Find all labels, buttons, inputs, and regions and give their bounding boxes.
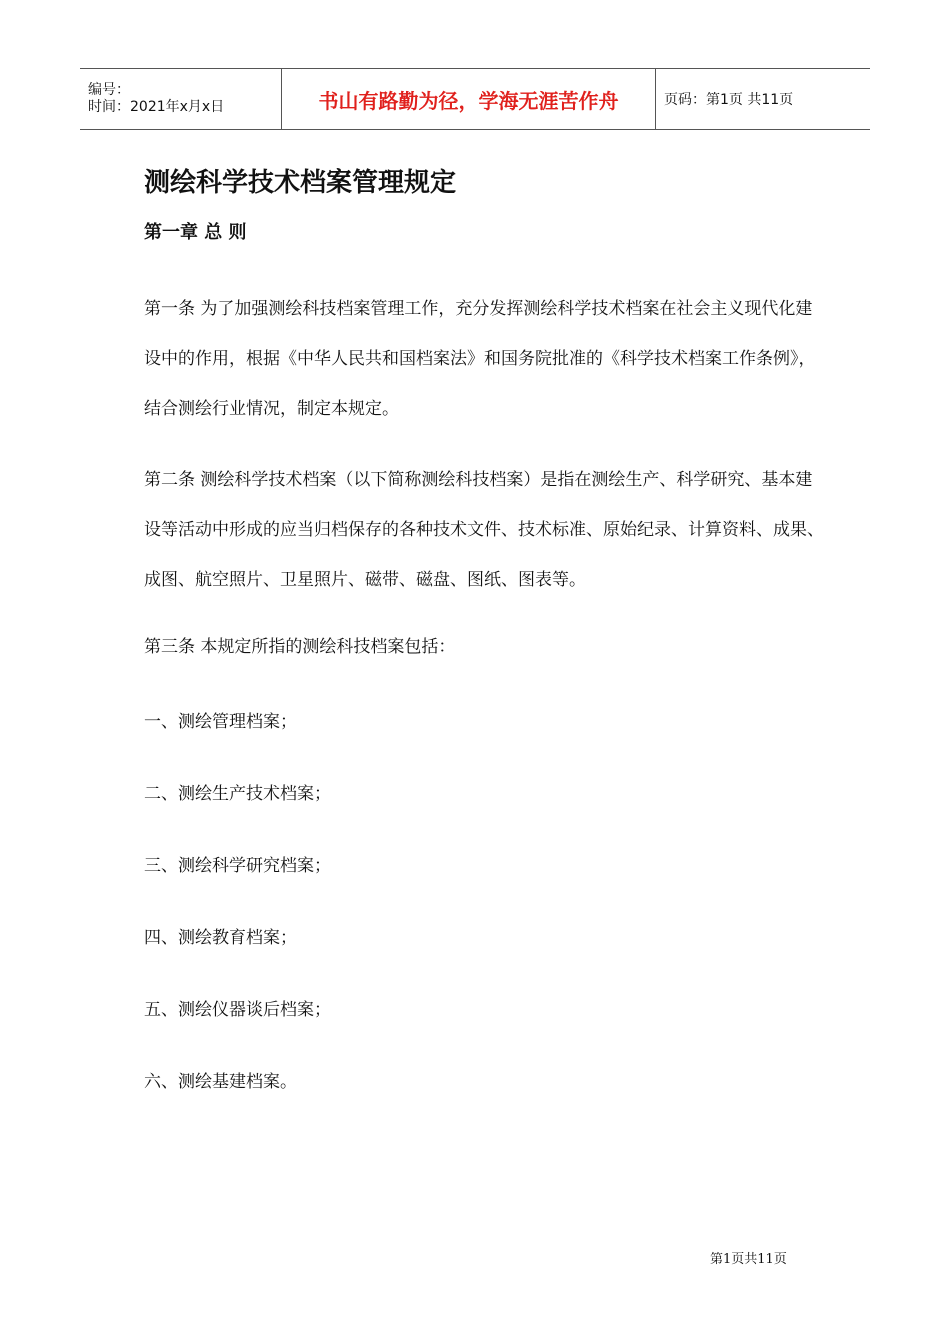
doc-number-label: 编号： [88,82,130,98]
header-meta [80,69,282,129]
list-item: 三、测绘科学研究档案； [144,856,331,876]
list-item: 四、测绘教育档案； [144,928,297,948]
chapter-heading: 第一章 总 则 [144,222,247,243]
article-3: 第三条 本规定所指的测绘科技档案包括： [144,637,456,657]
header-motto: 书山有路勤为径，学海无涯苦作舟 [282,69,656,129]
page-header [80,68,870,130]
article-2: 第二条 测绘科学技术档案（以下简称测绘科技档案）是指在测绘生产、科学研究、基本建设等活动中形成的应当归档保存的各种技术文件、技术标准、原始纪录、计算资料、成果、成图、航空照片、卫星照片、磁带、磁盘、图纸、图表等。 [144,470,824,590]
list-item: 六、测绘基建档案。 [144,1072,297,1092]
list-item: 一、测绘管理档案； [144,712,297,732]
page-footer: 第1页共11页 [710,1252,787,1267]
list-item: 五、测绘仪器谈后档案； [144,1000,331,1020]
article-1: 第一条 为了加强测绘科技档案管理工作，充分发挥测绘科学技术档案在社会主义现代化建设中的作用，根据《中华人民共和国档案法》和国务院批准的《科学技术档案工作条例》，结合测绘行业情况，制定本规定。 [144,299,816,419]
document-title: 测绘科学技术档案管理规定 [144,168,457,198]
header-page-label: 页码：第1页 共11页 [664,92,794,108]
doc-time-label: 时间：2021年x月x日 [88,99,225,115]
list-item: 二、测绘生产技术档案； [144,784,331,804]
